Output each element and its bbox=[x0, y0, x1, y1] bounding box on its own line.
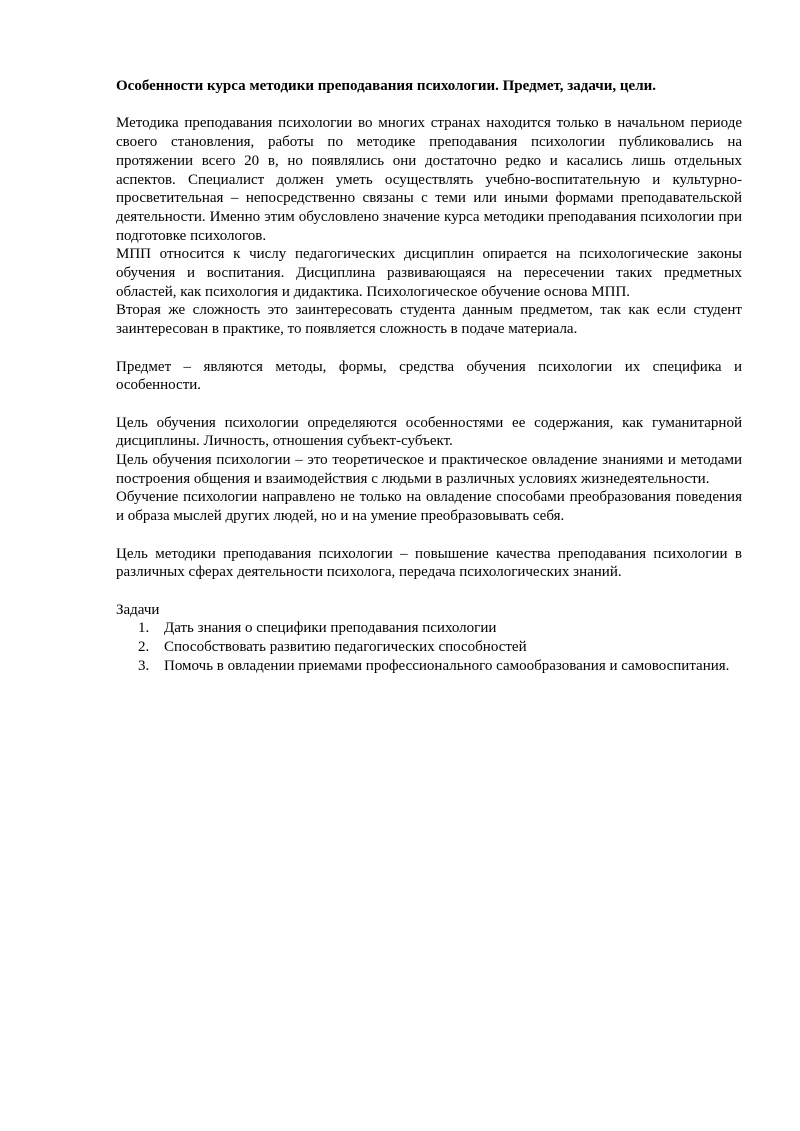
spacer bbox=[116, 526, 742, 545]
spacer bbox=[116, 582, 742, 601]
list-item-number: 1. bbox=[138, 620, 150, 637]
tasks-list bbox=[116, 619, 742, 675]
intro-paragraph-3: Вторая же сложность это заинтересовать студента данным предметом, так как если студент заинтересован в практике, то появляется сложность в подаче материала. bbox=[116, 302, 742, 338]
list-item bbox=[116, 638, 742, 657]
spacer bbox=[116, 339, 742, 358]
aim-paragraph-3: Обучение психологии направлено не только на овладение способами преобразования поведения и образа мыслей других людей, но и на умение преобразовывать себя. bbox=[116, 489, 742, 525]
spacer bbox=[116, 395, 742, 414]
subject-paragraph: Предмет – являются методы, формы, средства обучения психологии их специфика и особенности. bbox=[116, 358, 742, 394]
list-item-number: 2. bbox=[138, 639, 150, 656]
intro-paragraph-1: Методика преподавания психологии во многих странах находится только в начальном периоде своего становления, работы по методике преподавания психологии публиковались на протяжении всего 20 в, но появлялись они достаточно редко и касались лишь отдельных аспектов. Специалист должен уметь осуществлять учебно-воспитательную и культурно-просветительная – непосредственно связаны с теми или иными формами преподавательской деятельности. Именно этим обусловлено значение курса методики преподавания психологии при подготовке психологов. bbox=[116, 115, 742, 244]
list-item bbox=[116, 619, 742, 638]
list-item-number: 3. bbox=[138, 657, 150, 674]
list-item-text: Дать знания о специфики преподавания психологии bbox=[164, 620, 497, 637]
list-item-text: Способствовать развитию педагогических способностей bbox=[164, 639, 527, 656]
tasks-heading: Задачи bbox=[116, 601, 160, 618]
aim-paragraph-2: Цель обучения психологии – это теоретическое и практическое овладение знаниями и методами построения общения и взаимодействия с людьми в различных условиях жизнедеятельности. bbox=[116, 452, 742, 487]
document-title: Особенности курса методики преподавания психологии. Предмет, задачи, цели. bbox=[116, 78, 657, 94]
goal-paragraph: Цель методики преподавания психологии – повышение качества преподавания психологии в различных сферах деятельности психолога, передача психологических знаний. bbox=[116, 545, 742, 581]
list-item bbox=[116, 657, 742, 676]
aim-paragraph-1: Цель обучения психологии определяются особенностями ее содержания, как гуманитарной дисциплины. Личность, отношения субъект-субъект. bbox=[116, 414, 742, 450]
document-page bbox=[116, 77, 742, 675]
list-item-text: Помочь в овладении приемами профессионального самообразования и самовоспитания. bbox=[164, 657, 730, 674]
intro-paragraph-2: МПП относится к числу педагогических дисциплин опирается на психологические законы обучения и воспитания. Дисциплина развивающаяся на пересечении таких предметных областей, как психология и дидактика. Психологическое обучение основа МПП. bbox=[116, 246, 742, 300]
